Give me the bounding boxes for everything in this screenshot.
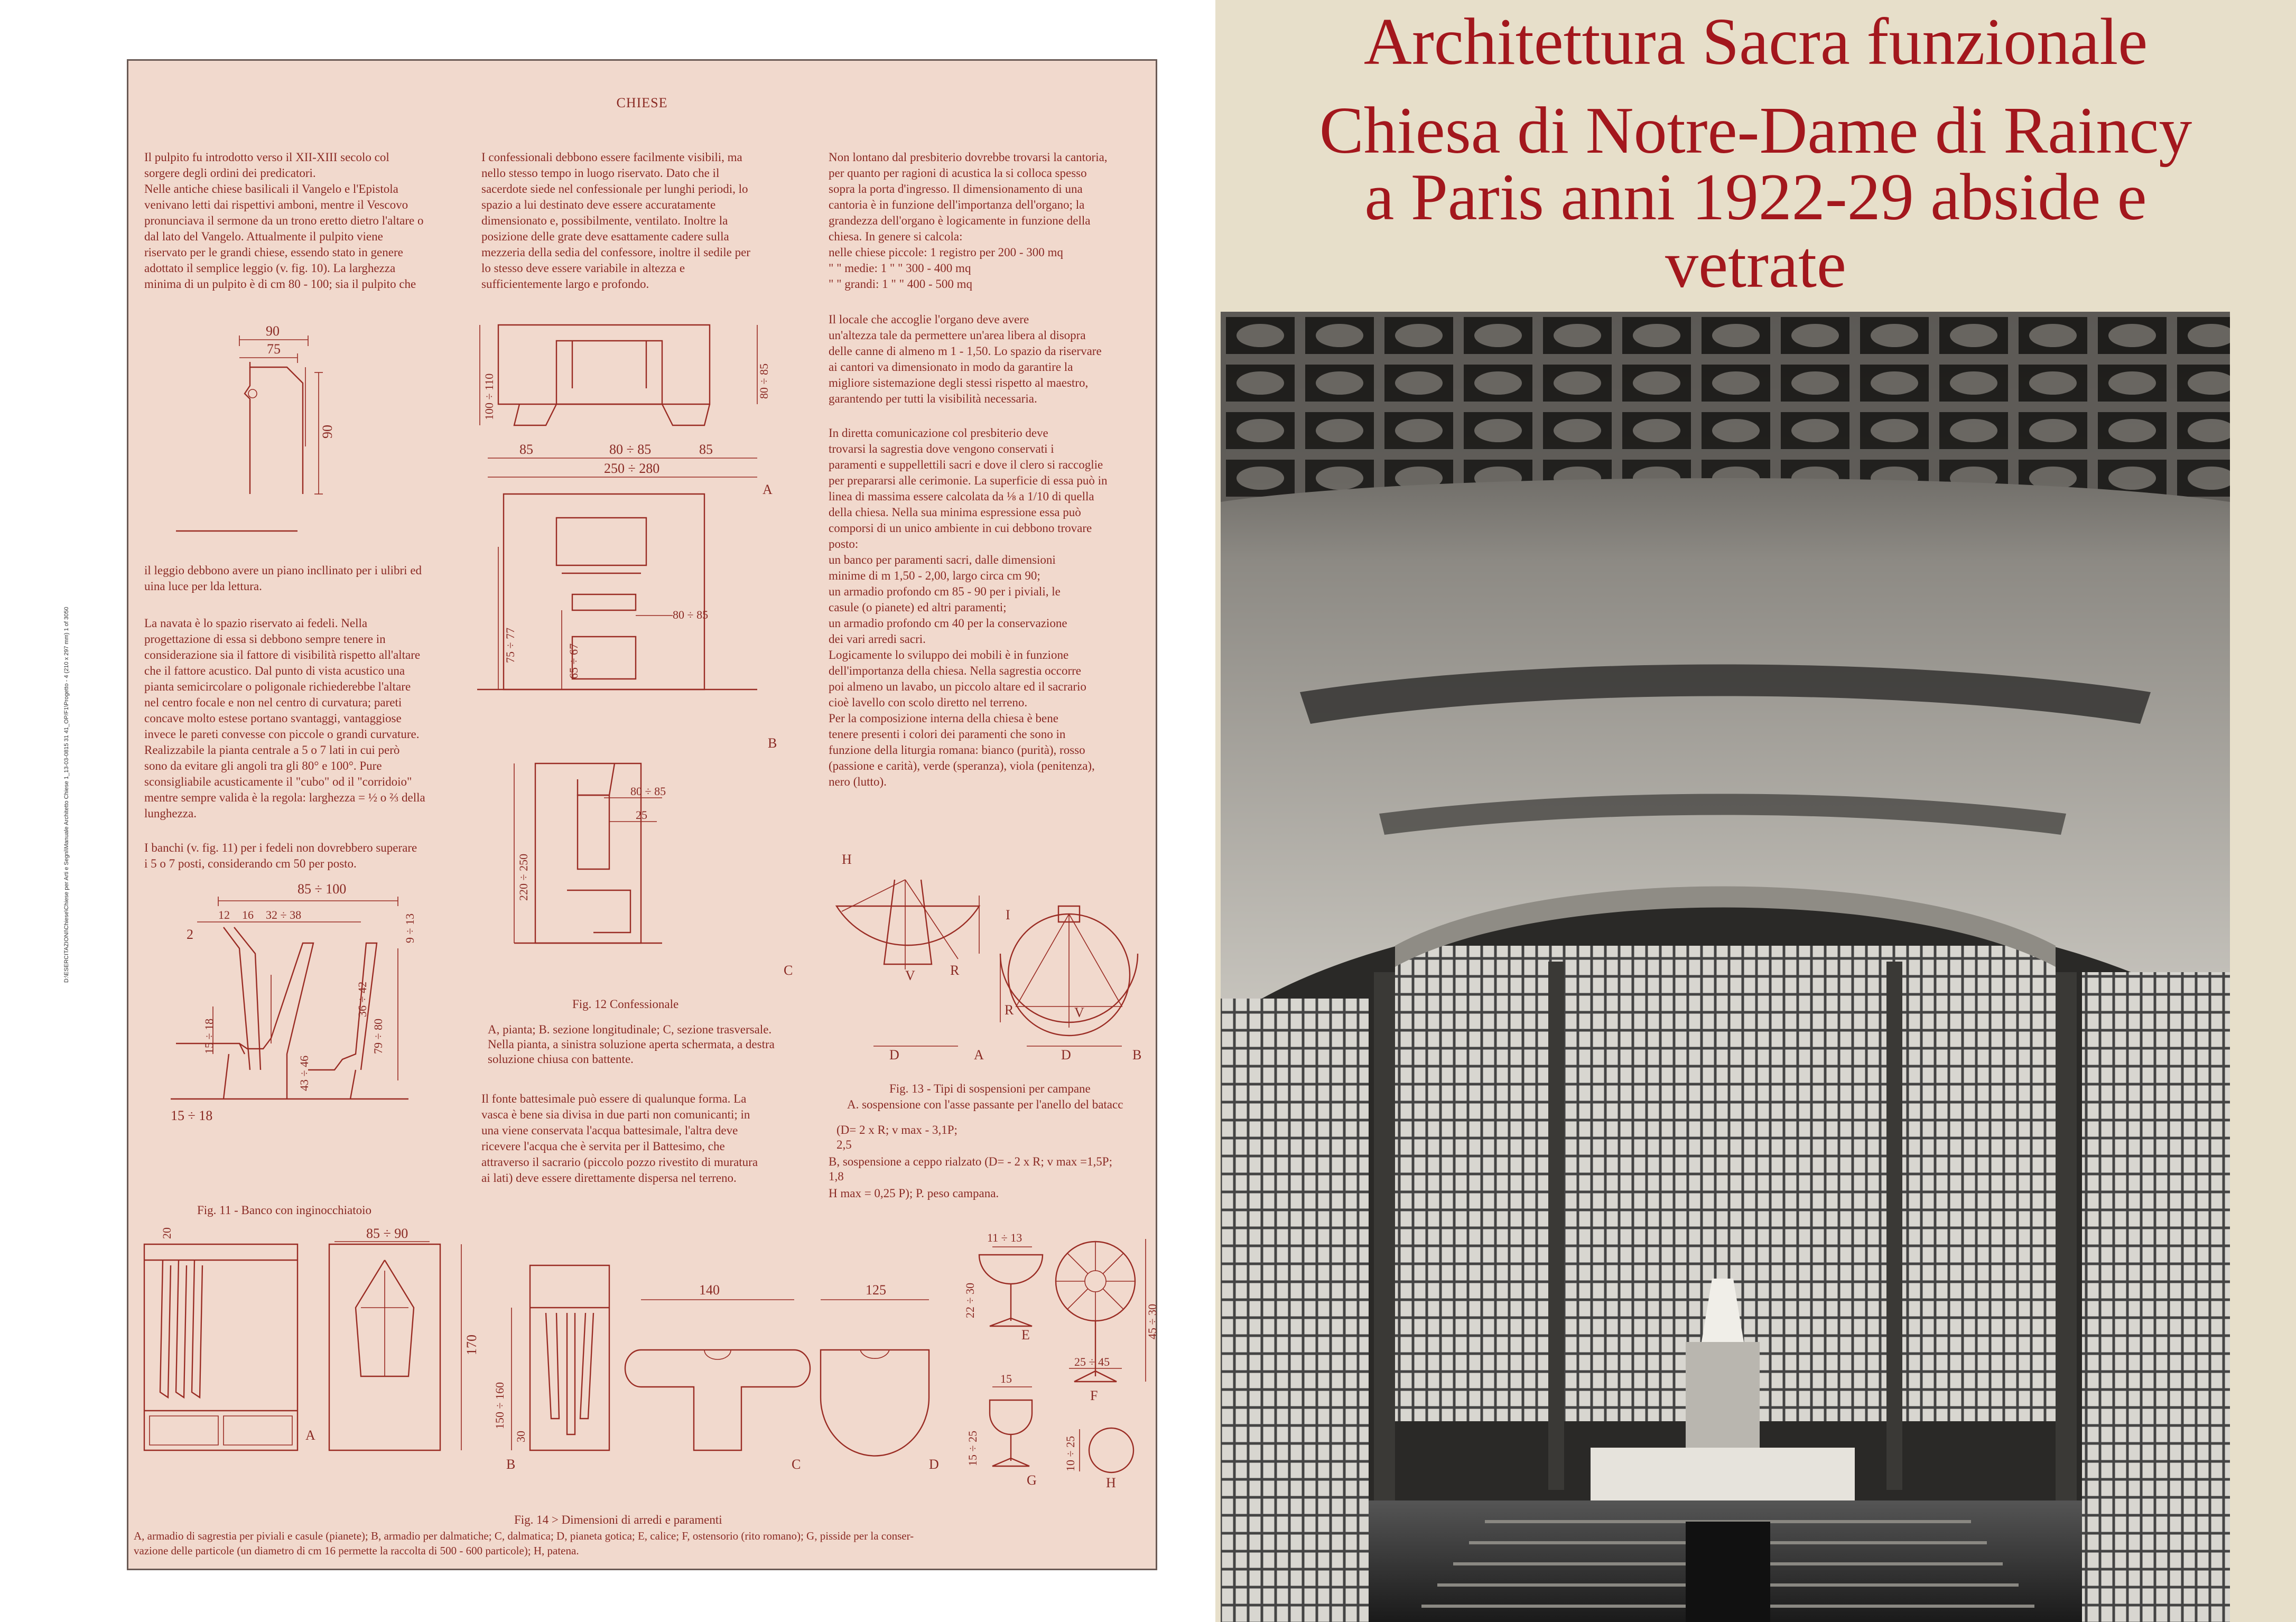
text-confessionals: I confessionali debbono essere facilmente visibili, ma nello stesso tempo in luogo riservato. Dato che il sacerdote siede nel confessionale per lunghi periodi, lo spazio a lui destinato deve essere accuratamente dimensionato e, possibilmente, ventilato. Inoltre la posizione delle grate deve esattamente cadere sulla mezzeria della sedia del confessore, inoltre il sedile per lo stesso deve essere variabile in altezza e sufficientemente largo e profondo. — [481, 151, 750, 291]
text-pulpit: Il pulpito fu introdotto verso il XII-XIII secolo col sorgere degli ordini dei predicatori. Nelle antiche chiese basilicali il Vangelo e l'Epistola venivano letti dai rispettivi amboni, mentre il Vescovo pronunciava il sermone da un trono eretto dietro l'altare o dal lato del Vangelo. Attualmente il pulpito viene riservato per le grandi chiese, essendo stato in genere adottato il semplice leggio (v. fig. 10). La larghezza minima di un pulpito è di cm 80 - 100; sia il pulpito che — [144, 151, 424, 291]
panel-subtitle-line1: Chiesa di Notre-Dame di Raincy — [1319, 94, 2192, 167]
dim-label: C — [784, 963, 793, 978]
dim-label: H — [1106, 1475, 1116, 1490]
dim-label: 170 — [464, 1335, 479, 1355]
dim-label: 10 ÷ 25 — [1064, 1435, 1077, 1471]
manual-page — [127, 59, 1157, 1570]
file-path-note: D:\ESERCITAZIONI\Chiese\Chiese per Arti e Segni\Manuale Architetto Chiese 1_13-03-0815 31 41_OP/F1\Progetto - 4 (210 x 297 mm) 1 of 3050 — [63, 607, 70, 983]
dim-label: 75 ÷ 77 — [504, 627, 517, 663]
text-choir-loft: Non lontano dal presbiterio dovrebbe trovarsi la cantoria, per quanto per ragioni di acustica la si colloca spesso sopra la porta d'ingresso. Il dimensionamento di una cantoria è in funzione dell'importanza dell'organo; la grandezza dell'organo è logicamente in funzione della chiesa. In genere si calcola: nelle chiese piccole: 1 registro per 200 - 300 mq " " medie: 1 " " 300 - 400 mq " " grandi: 1 " " 400 - 500 mq — [829, 151, 1108, 291]
pulpit-drawing — [144, 320, 461, 584]
dim-label: 36 ÷ 42 — [356, 981, 369, 1017]
dim-label: A — [763, 482, 773, 497]
dim-label: D — [1061, 1047, 1071, 1062]
confessional-drawing — [472, 320, 805, 980]
dim-label: 90 — [266, 323, 280, 339]
fig14-caption: A, armadio di sagrestia per piviali e casule (pianete); B, armadio per dalmatiche; C, dalmatica; D, pianeta gotica; E, calice; F, ostensorio (rito romano); G, pisside per la conser- vazione delle particole (un diametro di cm 16 permette la raccolta di 500 - 600 particole); H, patena. — [134, 1530, 914, 1557]
dim-label: 15 ÷ 18 — [171, 1108, 213, 1123]
dim-label: G — [1027, 1472, 1037, 1488]
dim-label: V — [905, 968, 915, 983]
pew-drawing — [134, 880, 472, 1165]
dim-label: V — [1074, 1005, 1084, 1020]
dim-label: 15 ÷ 18 — [202, 1018, 216, 1054]
dim-label: 140 — [699, 1282, 720, 1298]
dim-label: F — [1090, 1388, 1098, 1403]
dim-label: 85 — [519, 442, 533, 457]
dim-label: D — [929, 1457, 939, 1472]
text-baptismal-font: Il fonte battesimale può essere di qualunque forma. La vasca è bene sia divisa in due parti non comunicanti; in una viene conservata l'acqua battesimale, l'altra deve ricevere l'acqua che è servita per il Battesimo, che attraverso il sacrario (piccolo pozzo rivestito di muratura ai lati) deve essere direttamente dispersa nel terreno. — [481, 1092, 758, 1185]
dim-label: 12 — [218, 908, 230, 921]
dim-label: 25 ÷ 45 — [1074, 1355, 1110, 1368]
dim-label: 75 — [267, 341, 281, 357]
dim-label: 80 ÷ 85 — [757, 363, 770, 399]
dim-label: 9 ÷ 13 — [403, 913, 416, 943]
fig12-caption: A, pianta; B. sezione longitudinale; C, sezione trasversale. Nella pianta, a sinistra soluzione aperta schermata, a destra soluzione chiusa con battente. — [488, 1023, 775, 1066]
dim-label: 11 ÷ 13 — [987, 1231, 1022, 1244]
dim-label: 250 ÷ 280 — [604, 461, 660, 476]
dim-label: 32 ÷ 38 — [266, 908, 302, 921]
dim-label: 15 — [1000, 1372, 1012, 1385]
dim-label: 43 ÷ 46 — [298, 1055, 311, 1091]
dim-label: A — [305, 1428, 315, 1443]
dim-label: H — [842, 852, 852, 867]
text-organ: Il locale che accoglie l'organo deve avere un'altezza tale da permettere un'area libera al disopra delle canne di almeno m 1 - 1,50. Lo spazio da riservare ai cantori va dimensionato in modo da garantire la migliore sistemazione degli stessi rispetto al maestro, garantendo per tutti la visibilità necessaria. — [829, 313, 1102, 405]
dim-label: 150 ÷ 160 — [493, 1382, 506, 1429]
dim-label: 85 — [699, 442, 713, 457]
dim-label: 80 ÷ 85 — [630, 785, 666, 798]
fig11-caption: Fig. 11 - Banco con inginocchiatoio — [197, 1204, 372, 1217]
dim-label: 79 ÷ 80 — [371, 1018, 385, 1054]
panel-subtitle-line3: vetrate — [1665, 228, 1846, 302]
fig13-b: B, sospensione a ceppo rialzato (D= - 2 x R; v max =1,5P; 1,8 — [829, 1155, 1112, 1183]
fig13-h: H max = 0,25 P); P. peso campana. — [829, 1187, 999, 1200]
panel-subtitle-line2: a Paris anni 1922-29 abside e — [1364, 161, 2147, 234]
dim-label: 45 ÷ 30 — [1146, 1303, 1159, 1339]
fig14-title: Fig. 14 > Dimensioni di arredi e paramenti — [514, 1513, 722, 1526]
dim-label: B — [768, 735, 777, 751]
panel-title: Architettura Sacra funzionale — [1363, 5, 2148, 79]
dim-label: 85 ÷ 100 — [298, 881, 347, 897]
dim-label: R — [1005, 1002, 1014, 1018]
photo-artwork — [1221, 312, 2230, 1622]
furniture-drawing — [134, 1218, 1159, 1508]
fig12-title: Fig. 12 Confessionale — [572, 998, 679, 1011]
text-lectern: il leggio debbono avere un piano incllinato per i ulibri ed uina luce per lda lettura. — [144, 564, 422, 593]
dim-label: 220 ÷ 250 — [517, 853, 530, 901]
dim-label: 22 ÷ 30 — [963, 1282, 977, 1318]
fig13-a: A. sospensione con l'asse passante per l'anello del batacc — [847, 1098, 1123, 1111]
dim-label: 85 ÷ 90 — [366, 1226, 408, 1241]
dim-label: 80 ÷ 85 — [673, 608, 709, 621]
dim-label: 90 — [320, 425, 335, 439]
fig13-formula-a: (D= 2 x R; v max - 3,1P; 2,5 — [836, 1123, 958, 1151]
dim-label: 100 ÷ 110 — [482, 373, 496, 420]
fig13-title: Fig. 13 - Tipi di sospensioni per campane — [889, 1082, 1091, 1095]
dim-label: I — [1006, 907, 1010, 922]
dim-label: 15 ÷ 25 — [966, 1430, 979, 1466]
dim-label: 25 — [636, 808, 647, 822]
dim-label: 2 — [187, 927, 193, 942]
dim-label: D — [889, 1047, 899, 1062]
dim-label: 30 — [514, 1431, 527, 1442]
dim-label: 80 ÷ 85 — [609, 442, 652, 457]
dim-label: R — [950, 963, 960, 978]
dim-label: C — [792, 1457, 801, 1472]
text-pews: I banchi (v. fig. 11) per i fedeli non dovrebbero superare i 5 o 7 posti, considerando cm 50 per posto. — [144, 841, 417, 870]
dim-label: B — [506, 1457, 516, 1472]
text-nave: La navata è lo spazio riservato ai fedeli. Nella progettazione di essa si debbono sempre tenere in considerazione sia il fattore di visibilità rispetto all'altare che il fattore acustico. Dal punto di vista acustico una pianta semicircolare o poligonale richiederebbe l'altare nel centro focale e non nel centro di curvatura; pareti concave molto estese portano svantaggi, vantaggiose invece le pareti convesse con piccole o grandi curvature. Realizzabile la pianta centrale a 5 o 7 lati in cui però sono da evitare gli angoli tra gli 80° e 100°. Pure sconsigliabile acusticamente il "cubo" od il "corridoio" mentre sempre valida è la regola: larghezza = ½ o ⅔ della lunghezza. — [144, 617, 425, 820]
dim-label: 16 — [242, 908, 254, 921]
church-interior-photo — [1221, 312, 2230, 1622]
dim-label: B — [1132, 1047, 1142, 1062]
text-sacristy: In diretta comunicazione col presbiterio deve trovarsi la sagrestia dove vengono conservati i paramenti e suppellettili sacri e dove il clero si raccoglie per prepararsi alle cerimonie. La superficie di essa può in linea di massima essere calcolata da ⅛ a 1/10 di quella della chiesa. Nella sua minima espressione essa può comporsi di un unico ambiente in cui debbono trovare posto: un banco per paramenti sacri, dalle dimensioni minime di m 1,50 - 2,00, largo circa cm 90; un armadio profondo cm 85 - 90 per i piviali, le casule (o pianete) ed altri paramenti; un armadio profondo cm 40 per la conservazione dei vari arredi sacri. Logicamente lo sviluppo dei mobili è in funzione dell'importanza della chiesa. Nella sagrestia occorre poi almeno un lavabo, un piccolo altare ed il sacrario cioè lavello con scolo diretto nel terreno. Per la composizione interna della chiesa è bene tenere presenti i colori dei paramenti che sono in funzione della liturgia romana: bianco (purità), rosso (passione e carità), verde (speranza), viola (penitenza), nero (lutto). — [829, 426, 1108, 788]
page-header: CHIESE — [616, 95, 668, 110]
dim-label: E — [1021, 1327, 1030, 1343]
dim-label: 125 — [866, 1282, 886, 1298]
dim-label: 65 ÷ 67 — [567, 643, 580, 679]
bells-drawing — [826, 837, 1154, 1080]
dim-label: A — [974, 1047, 984, 1062]
dim-label: 20 — [160, 1227, 173, 1239]
